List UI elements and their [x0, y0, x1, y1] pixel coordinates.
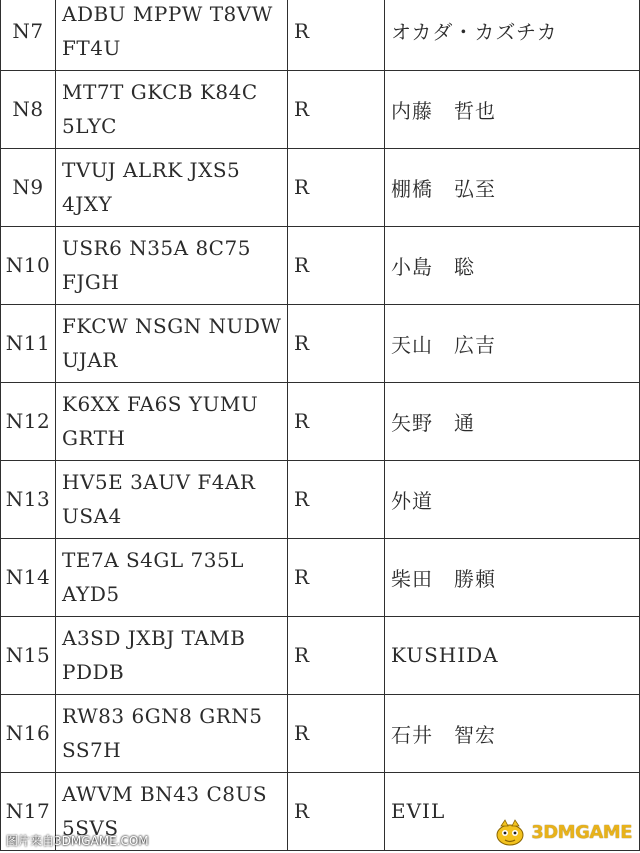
rarity-cell: R — [288, 382, 385, 460]
gift-code-cell — [56, 616, 288, 694]
gift-code-cell — [56, 304, 288, 382]
gift-code-line-2: FJGH — [62, 270, 120, 294]
row-id-cell: N13 — [1, 460, 56, 538]
row-id-cell: N10 — [1, 226, 56, 304]
wrestler-name-cell — [385, 0, 640, 70]
table-row — [1, 616, 640, 694]
rarity-cell: R — [288, 538, 385, 616]
gift-code-cell — [56, 0, 288, 70]
gift-code-cell — [56, 538, 288, 616]
wrestler-name: 石井 智宏 — [391, 722, 496, 747]
gift-code-line-2: 5LYC — [62, 114, 117, 138]
gift-code-line-2: 5SVS — [62, 816, 119, 840]
table-row — [1, 304, 640, 382]
gift-code-line-2: USA4 — [62, 504, 122, 528]
row-id-cell: N12 — [1, 382, 56, 460]
rarity-cell: R — [288, 460, 385, 538]
wrestler-name-cell — [385, 616, 640, 694]
gift-code-cell — [56, 148, 288, 226]
wrestler-name: EVIL — [391, 799, 446, 823]
wrestler-name-cell — [385, 304, 640, 382]
gift-code-line-2: SS7H — [62, 738, 122, 762]
wrestler-name: 外道 — [391, 488, 433, 513]
gift-code-cell — [56, 70, 288, 148]
row-id-cell: N11 — [1, 304, 56, 382]
watermark-text: 图片来自3DMGAME.COM — [6, 834, 149, 848]
rarity-cell: R — [288, 304, 385, 382]
wrestler-name-cell — [385, 148, 640, 226]
mascot-icon — [493, 817, 527, 847]
wrestler-name: 棚橋 弘至 — [391, 176, 496, 201]
wrestler-name-cell — [385, 226, 640, 304]
wrestler-name: 柴田 勝頼 — [391, 566, 496, 591]
gift-code-line-1: AWVM BN43 C8US — [62, 782, 268, 806]
wrestler-name: 矢野 通 — [391, 410, 475, 435]
row-id-cell: N15 — [1, 616, 56, 694]
rarity-cell: R — [288, 694, 385, 772]
gift-code-cell — [56, 460, 288, 538]
table-row — [1, 382, 640, 460]
wrestler-name-cell — [385, 382, 640, 460]
gift-code-line-2: UJAR — [62, 348, 118, 372]
wrestler-name-cell — [385, 694, 640, 772]
gift-code-line-2: GRTH — [62, 426, 126, 450]
wrestler-name: 小島 聡 — [391, 254, 475, 279]
gift-code-line-1: TE7A S4GL 735L — [62, 548, 244, 572]
gift-code-line-2: 4JXY — [62, 192, 113, 216]
rarity-cell: R — [288, 616, 385, 694]
row-id-cell: N16 — [1, 694, 56, 772]
wrestler-name: 天山 広吉 — [391, 332, 496, 357]
rarity-cell: R — [288, 226, 385, 304]
row-id-cell: N7 — [1, 0, 56, 70]
gift-code-line-1: MT7T GKCB K84C — [62, 80, 258, 104]
rarity-cell: R — [288, 70, 385, 148]
gift-code-line-1: K6XX FA6S YUMU — [62, 392, 259, 416]
table-row — [1, 460, 640, 538]
gift-code-line-1: FKCW NSGN NUDW — [62, 314, 282, 338]
wrestler-name: KUSHIDA — [391, 643, 499, 667]
table-row — [1, 226, 640, 304]
gift-code-line-1: TVUJ ALRK JXS5 — [62, 158, 241, 182]
gift-code-line-1: USR6 N35A 8C75 — [62, 236, 251, 260]
source-watermark — [6, 832, 149, 849]
table-row — [1, 70, 640, 148]
wrestler-name-cell — [385, 460, 640, 538]
table-row — [1, 0, 640, 70]
table-row — [1, 148, 640, 226]
gift-code-line-1: RW83 6GN8 GRN5 — [62, 704, 263, 728]
gift-code-cell — [56, 694, 288, 772]
wrestler-name-cell — [385, 70, 640, 148]
gift-code-cell — [56, 382, 288, 460]
row-id-cell: N9 — [1, 148, 56, 226]
gift-code-line-1: A3SD JXBJ TAMB — [62, 626, 246, 650]
gift-code-line-1: HV5E 3AUV F4AR — [62, 470, 256, 494]
wrestler-name-cell — [385, 538, 640, 616]
table-body — [1, 0, 640, 850]
table-row — [1, 694, 640, 772]
row-id-cell: N17 — [1, 772, 56, 850]
gift-code-line-2: PDDB — [62, 660, 125, 684]
logo-text: 3DMGAME — [531, 821, 632, 843]
gift-code-cell — [56, 226, 288, 304]
wrestler-name: 内藤 哲也 — [391, 98, 496, 123]
rarity-cell: R — [288, 772, 385, 850]
row-id-cell: N14 — [1, 538, 56, 616]
gift-code-line-2: FT4U — [62, 35, 121, 60]
site-logo — [493, 817, 632, 847]
table-row — [1, 538, 640, 616]
row-id-cell: N8 — [1, 70, 56, 148]
rarity-cell: R — [288, 0, 385, 70]
gift-code-line-1: ADBU MPPW T8VW — [62, 1, 273, 26]
gift-code-line-2: AYD5 — [62, 582, 120, 606]
wrestler-name: オカダ・カズチカ — [391, 20, 558, 45]
rarity-cell: R — [288, 148, 385, 226]
